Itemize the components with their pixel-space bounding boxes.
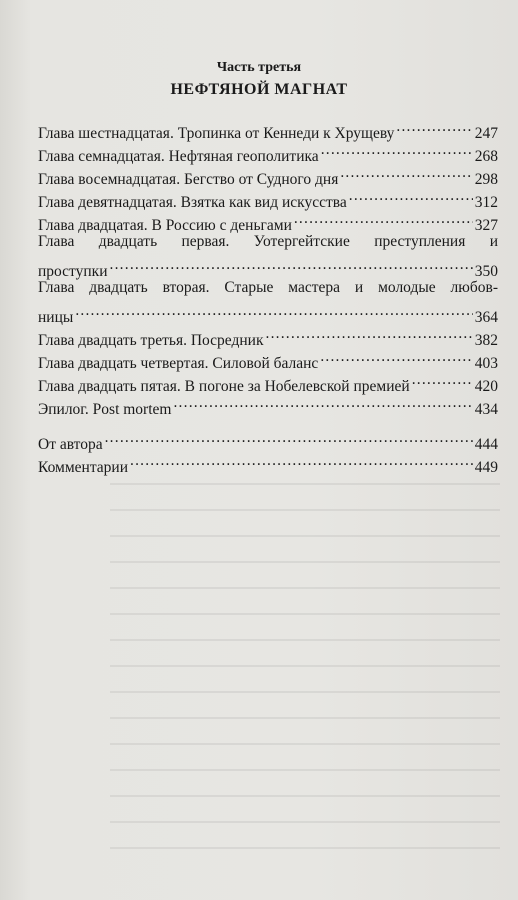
toc-entry-title: Глава двадцатая. В Россию с деньгами xyxy=(38,217,292,234)
toc-entry xyxy=(38,300,498,326)
toc-entry-title: Глава двадцать пятая. В погоне за Нобелевской премией xyxy=(38,378,410,395)
toc-entry xyxy=(38,369,498,395)
dot-leader xyxy=(412,369,473,391)
show-through-text xyxy=(110,470,500,850)
toc-entry xyxy=(38,116,498,142)
toc-entry xyxy=(38,254,498,280)
toc-entry xyxy=(38,346,498,372)
part-title: НЕФТЯНОЙ МАГНАТ xyxy=(170,81,348,98)
toc-entry xyxy=(38,450,498,476)
toc-entry-page: 364 xyxy=(474,309,498,326)
toc-entry-page: 449 xyxy=(474,459,498,476)
toc-entry-page: 247 xyxy=(474,125,498,142)
toc-entry xyxy=(38,185,498,211)
dot-leader xyxy=(130,450,473,472)
toc-entry xyxy=(38,208,498,234)
dot-leader xyxy=(110,254,473,276)
toc-entry-title: ницы xyxy=(38,309,74,326)
dot-leader xyxy=(349,185,473,207)
toc-entry-page: 327 xyxy=(474,217,498,234)
toc-entry-title: проступки xyxy=(38,263,108,280)
toc-entry xyxy=(38,323,498,349)
toc-entry-page: 350 xyxy=(474,263,498,280)
toc-entry-page: 298 xyxy=(474,171,498,188)
toc-entry xyxy=(38,392,498,418)
toc-entry-page: 268 xyxy=(474,148,498,165)
toc-entry xyxy=(38,139,498,165)
toc-entry xyxy=(38,427,498,453)
toc-entry-title: Глава двадцать третья. Посредник xyxy=(38,332,264,349)
toc-entry-page: 444 xyxy=(474,436,498,453)
dot-leader xyxy=(266,323,473,345)
toc-entry-title: Глава шестнадцатая. Тропинка от Кеннеди к Хрущеву xyxy=(38,125,395,142)
toc-entry-title: Глава девятнадцатая. Взятка как вид искусства xyxy=(38,194,347,211)
toc-entry-page: 420 xyxy=(474,378,498,395)
part-label: Часть третья xyxy=(216,60,302,75)
dot-leader xyxy=(321,139,473,161)
dot-leader xyxy=(173,392,472,414)
toc-entry-page: 434 xyxy=(474,401,498,418)
toc-entry-title: Глава двадцать четвертая. Силовой баланс xyxy=(38,355,319,372)
dot-leader xyxy=(75,300,472,322)
toc-entry-title: От автора xyxy=(38,436,103,453)
toc-entry-title: Эпилог. Post mortem xyxy=(38,401,172,418)
toc-entry-title-line1: Глава двадцать первая. Уотергейтские преступления и xyxy=(38,233,498,250)
toc-entry xyxy=(38,162,498,188)
toc-entry-title: Комментарии xyxy=(38,459,128,476)
dot-leader xyxy=(320,346,472,368)
toc-entry-page: 382 xyxy=(474,332,498,349)
toc-entry-page: 312 xyxy=(474,194,498,211)
toc-entry-title-line1: Глава двадцать вторая. Старые мастера и молодые любов- xyxy=(38,279,498,296)
dot-leader xyxy=(105,427,473,449)
toc-entry-title: Глава семнадцатая. Нефтяная геополитика xyxy=(38,148,319,165)
dot-leader xyxy=(294,208,473,230)
dot-leader xyxy=(340,162,472,184)
dot-leader xyxy=(396,116,472,138)
toc-entry-title: Глава восемнадцатая. Бегство от Судного дня xyxy=(38,171,339,188)
toc-entry-page: 403 xyxy=(474,355,498,372)
